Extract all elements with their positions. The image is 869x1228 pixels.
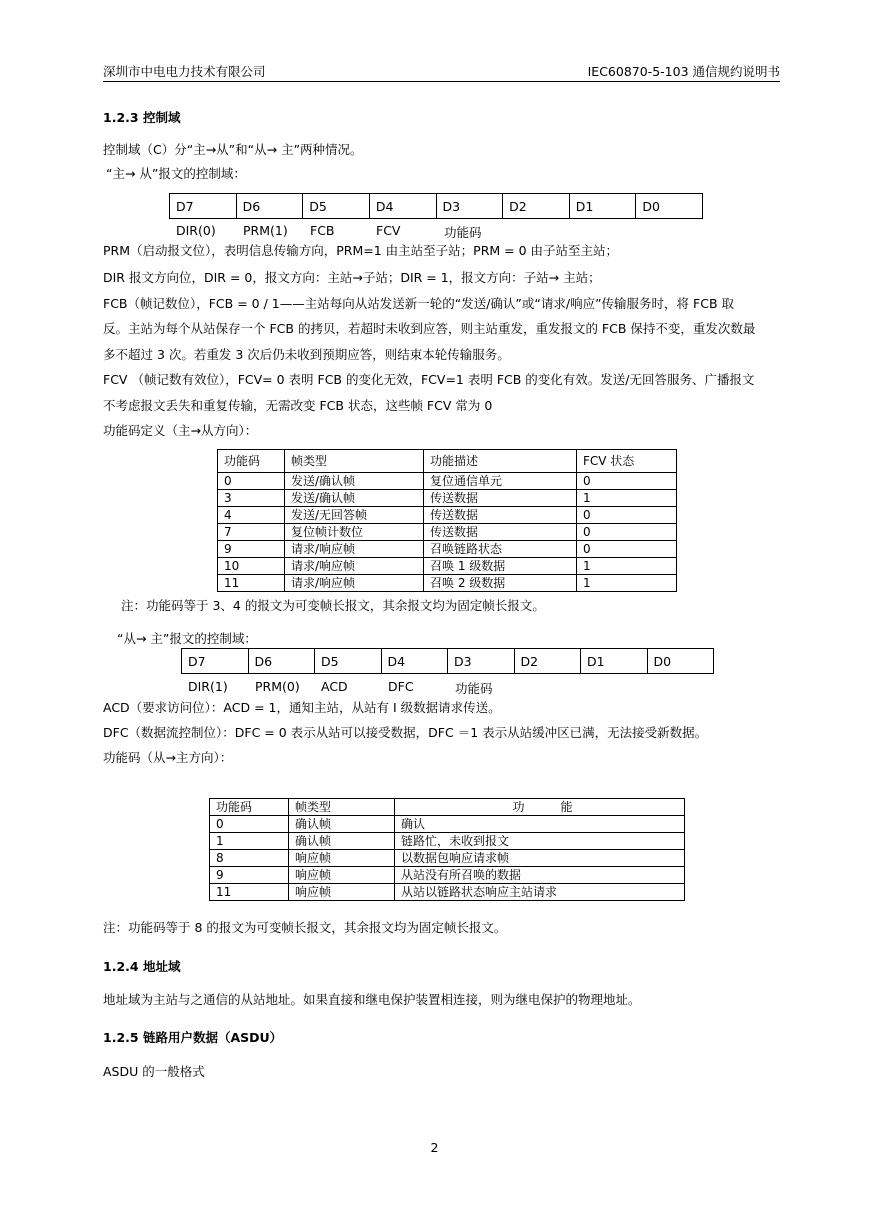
dfc-description: DFC（数据流控制位）：DFC = 0 表示从站可以接受数据，DFC ＝1 表示从站缓冲区已满，无法接受新数据。 bbox=[103, 725, 708, 740]
table-cell: 1 bbox=[577, 558, 677, 575]
prm-description: PRM（启动报文位），表明信息传输方向，PRM=1 由主站至子站；PRM = 0 由子站至主站； bbox=[103, 243, 619, 258]
fcb-description-line2: 反。主站为每个从站保存一个 FCB 的拷贝，若超时未收到应答，则主站重发，重发报文的 FCB 保持不变，重发次数最 bbox=[103, 321, 756, 336]
table-cell: 传送数据 bbox=[424, 507, 577, 524]
table-cell: 请求/响应帧 bbox=[285, 541, 424, 558]
table-cell: 0 bbox=[210, 816, 289, 833]
table-row bbox=[210, 867, 685, 884]
slave-control-caption: “从→ 主”报文的控制域： bbox=[117, 631, 257, 646]
table-cell: 确认 bbox=[395, 816, 685, 833]
table-cell: 响应帧 bbox=[289, 867, 395, 884]
bit-label-fcv: FCV bbox=[376, 223, 401, 238]
table-row bbox=[210, 833, 685, 850]
table-cell: 0 bbox=[577, 541, 677, 558]
table-header-cell: FCV 状态 bbox=[577, 450, 677, 473]
bit-cell: D2 bbox=[514, 649, 581, 674]
table-cell: 传送数据 bbox=[424, 490, 577, 507]
table-header-cell: 帧类型 bbox=[285, 450, 424, 473]
table-cell: 从站以链路状态响应主站请求 bbox=[395, 884, 685, 901]
table-cell: 11 bbox=[218, 575, 285, 592]
table-cell: 从站没有所召唤的数据 bbox=[395, 867, 685, 884]
table-row bbox=[210, 884, 685, 901]
table-cell: 请求/响应帧 bbox=[285, 575, 424, 592]
bit-cell: D6 bbox=[236, 194, 303, 219]
bit-label-prm: PRM(1) bbox=[243, 223, 288, 238]
fcv-description-line2: 不考虑报文丢失和重复传输，无需改变 FCB 状态，这些帧 FCV 常为 0 bbox=[103, 398, 493, 413]
fcb-description-line1: FCB（帧记数位），FCB = 0 / 1——主站每向从站发送新一轮的“发送/确认”或“请求/响应”传输服务时，将 FCB 取 bbox=[103, 296, 734, 311]
bit-label-dfc: DFC bbox=[388, 679, 414, 694]
bit-cell: D2 bbox=[503, 194, 570, 219]
table-row bbox=[218, 490, 677, 507]
bit-cell: D4 bbox=[369, 194, 436, 219]
table-cell: 7 bbox=[218, 524, 285, 541]
table-row bbox=[218, 558, 677, 575]
dir-description: DIR 报文方向位，DIR = 0，报文方向：主站→子站；DIR = 1，报文方向：子站→ 主站； bbox=[103, 270, 601, 285]
table-cell: 响应帧 bbox=[289, 884, 395, 901]
table-row bbox=[218, 575, 677, 592]
table-row bbox=[218, 473, 677, 490]
bit-cell: D1 bbox=[581, 649, 648, 674]
section-heading-1-2-4: 1.2.4 地址域 bbox=[103, 959, 181, 974]
table-cell: 9 bbox=[210, 867, 289, 884]
table-cell: 复位通信单元 bbox=[424, 473, 577, 490]
table-header-cell: 帧类型 bbox=[289, 799, 395, 816]
table-row bbox=[210, 816, 685, 833]
fcv-description-line1: FCV （帧记数有效位），FCV= 0 表明 FCB 的变化无效，FCV=1 表明 FCB 的变化有效。发送/无回答服务、广播报文 bbox=[103, 372, 755, 387]
table-cell: 8 bbox=[210, 850, 289, 867]
bit-label-dir: DIR(1) bbox=[188, 679, 228, 694]
bit-label-fcb: FCB bbox=[310, 223, 335, 238]
table-cell: 传送数据 bbox=[424, 524, 577, 541]
table-cell: 4 bbox=[218, 507, 285, 524]
table-header-cell: 功 能 bbox=[395, 799, 685, 816]
bit-cell: D5 bbox=[303, 194, 370, 219]
table-cell: 响应帧 bbox=[289, 850, 395, 867]
bit-label-dir: DIR(0) bbox=[176, 223, 216, 238]
table-cell: 0 bbox=[218, 473, 285, 490]
control-field-intro: 控制域（C）分“主→从”和“从→ 主”两种情况。 bbox=[103, 142, 363, 157]
header-doc-title: IEC60870-5-103 通信规约说明书 bbox=[587, 64, 780, 79]
slave-control-bits-table bbox=[181, 648, 714, 674]
header-company: 深圳市中电电力技术有限公司 bbox=[103, 64, 266, 79]
master-control-caption: “主→ 从”报文的控制域： bbox=[106, 166, 246, 181]
function-code-master-table bbox=[217, 449, 677, 592]
bit-cell: D6 bbox=[248, 649, 315, 674]
table-cell: 发送/无回答帧 bbox=[285, 507, 424, 524]
table-cell: 召唤 1 级数据 bbox=[424, 558, 577, 575]
section-heading-1-2-3: 1.2.3 控制域 bbox=[103, 110, 181, 125]
table-cell: 以数据包响应请求帧 bbox=[395, 850, 685, 867]
page-number: 2 bbox=[430, 1140, 439, 1155]
table-cell: 9 bbox=[218, 541, 285, 558]
bit-cell: D7 bbox=[182, 649, 249, 674]
section-heading-1-2-5: 1.2.5 链路用户数据（ASDU） bbox=[103, 1030, 283, 1045]
bit-cell: D3 bbox=[448, 649, 515, 674]
address-field-description: 地址域为主站与之通信的从站地址。如果直接和继电保护装置相连接，则为继电保护的物理地址。 bbox=[103, 992, 641, 1007]
bit-cell: D3 bbox=[436, 194, 503, 219]
bit-cell: D0 bbox=[636, 194, 703, 219]
bit-cell: D1 bbox=[569, 194, 636, 219]
table-cell: 11 bbox=[210, 884, 289, 901]
function-code-note-1: 注：功能码等于 3、4 的报文为可变帧长报文，其余报文均为固定帧长报文。 bbox=[121, 598, 545, 613]
bit-label-function-code: 功能码 bbox=[455, 681, 493, 696]
table-cell: 确认帧 bbox=[289, 833, 395, 850]
table-header-cell: 功能码 bbox=[218, 450, 285, 473]
table-cell: 1 bbox=[210, 833, 289, 850]
table-cell: 1 bbox=[577, 575, 677, 592]
table-cell: 0 bbox=[577, 524, 677, 541]
master-control-bits-table bbox=[169, 193, 703, 219]
function-code-note-2: 注：功能码等于 8 的报文为可变帧长报文，其余报文均为固定帧长报文。 bbox=[103, 920, 507, 935]
table-row bbox=[218, 507, 677, 524]
acd-description: ACD（要求访问位）：ACD = 1，通知主站，从站有 I 级数据请求传送。 bbox=[103, 700, 501, 715]
bit-label-prm: PRM(0) bbox=[255, 679, 300, 694]
table-header-cell: 功能描述 bbox=[424, 450, 577, 473]
table-cell: 3 bbox=[218, 490, 285, 507]
table-header-cell: 功能码 bbox=[210, 799, 289, 816]
function-code-slave-table bbox=[209, 798, 685, 901]
table-cell: 召唤链路状态 bbox=[424, 541, 577, 558]
function-code-master-caption: 功能码定义（主→从方向）： bbox=[103, 423, 258, 438]
header-divider bbox=[103, 81, 780, 82]
fcb-description-line3: 多不超过 3 次。若重发 3 次后仍未收到预期应答，则结束本轮传输服务。 bbox=[103, 347, 510, 362]
table-cell: 1 bbox=[577, 490, 677, 507]
bit-label-function-code: 功能码 bbox=[444, 225, 482, 240]
bit-cell: D0 bbox=[647, 649, 714, 674]
table-cell: 10 bbox=[218, 558, 285, 575]
table-cell: 确认帧 bbox=[289, 816, 395, 833]
bit-label-acd: ACD bbox=[321, 679, 348, 694]
table-header-row bbox=[218, 450, 677, 473]
bit-cell: D7 bbox=[170, 194, 237, 219]
asdu-general-format: ASDU 的一般格式 bbox=[103, 1064, 205, 1079]
table-row bbox=[210, 850, 685, 867]
table-row bbox=[218, 524, 677, 541]
table-cell: 发送/确认帧 bbox=[285, 473, 424, 490]
bit-cell: D4 bbox=[381, 649, 448, 674]
table-cell: 0 bbox=[577, 507, 677, 524]
table-cell: 召唤 2 级数据 bbox=[424, 575, 577, 592]
table-cell: 请求/响应帧 bbox=[285, 558, 424, 575]
table-cell: 0 bbox=[577, 473, 677, 490]
bit-cell: D5 bbox=[315, 649, 382, 674]
table-cell: 复位帧计数位 bbox=[285, 524, 424, 541]
table-header-row bbox=[210, 799, 685, 816]
table-row bbox=[218, 541, 677, 558]
function-code-slave-caption: 功能码（从→主方向）： bbox=[103, 750, 233, 765]
table-cell: 链路忙，未收到报文 bbox=[395, 833, 685, 850]
table-cell: 发送/确认帧 bbox=[285, 490, 424, 507]
